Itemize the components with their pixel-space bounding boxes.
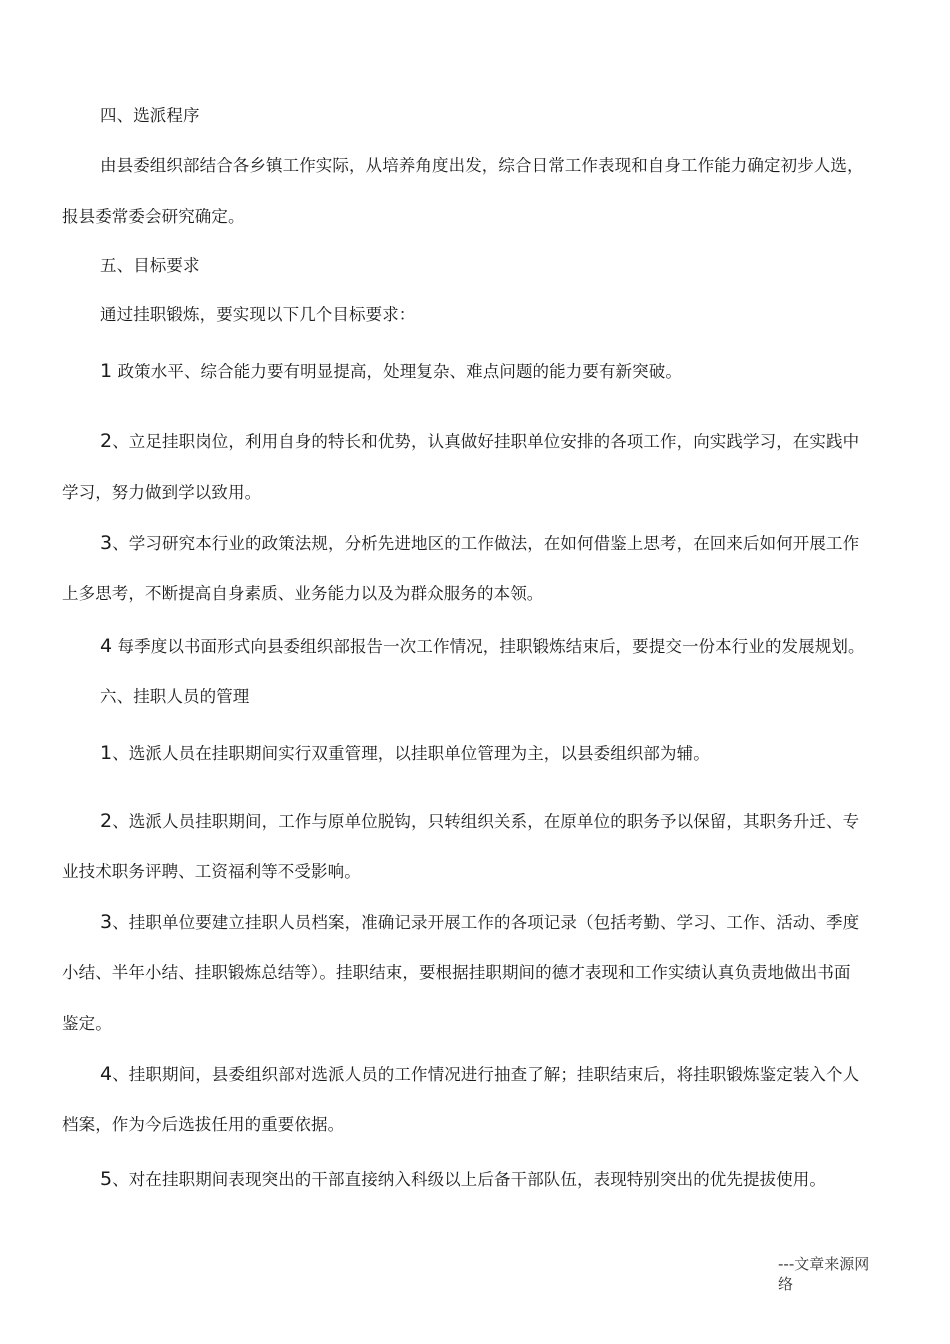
list-item-text: 、挂职单位要建立挂职人员档案，准确记录开展工作的各项记录（包括考勤、学习、工作、活动、季度 [112,913,860,932]
list-item-text: 、对在挂职期间表现突出的干部直接纳入科级以上后备干部队伍，表现特别突出的优先提拔使用。 [112,1170,827,1189]
list-item [100,742,892,765]
list-item-number: 1 [100,360,113,382]
paragraph-line: 鉴定。 [62,1014,112,1033]
list-item [100,911,892,934]
list-item-number: 4 [100,1063,113,1085]
list-item-text: 、选派人员在挂职期间实行双重管理，以挂职单位管理为主，以县委组织部为辅。 [112,744,710,763]
list-item-text: 、立足挂职岗位，利用自身的特长和优势，认真做好挂职单位安排的各项工作，向实践学习，在实践中 [112,432,860,451]
list-item [100,430,892,453]
paragraph-line: 学习，努力做到学以致用。 [62,483,262,502]
list-item [100,810,892,833]
list-item-text: 、学习研究本行业的政策法规，分析先进地区的工作做法，在如何借鉴上思考，在回来后如何开展工作 [112,534,860,553]
list-item [100,1168,892,1191]
source-footnote [778,1254,888,1294]
list-item-text: 政策水平、综合能力要有明显提高，处理复杂、难点问题的能力要有新突破。 [112,362,682,381]
list-item-number: 5 [100,1168,113,1190]
list-item-number: 4 [100,635,113,657]
list-item-number: 3 [100,532,113,554]
paragraph-line: 通过挂职锻炼，要实现以下几个目标要求： [100,305,416,324]
paragraph-line: 小结、半年小结、挂职锻炼总结等）。挂职结束，要根据挂职期间的德才表现和工作实绩认真负责地做出书面 [62,963,851,982]
list-item [100,360,892,383]
paragraph-line: 档案，作为今后选拔任用的重要依据。 [62,1115,345,1134]
list-item-number: 2 [100,810,113,832]
section-heading-4: 四、选派程序 [100,106,200,125]
list-item [100,635,892,658]
paragraph-line: 业技术职务评聘、工资福利等不受影响。 [62,862,361,881]
list-item-text: 每季度以书面形式向县委组织部报告一次工作情况，挂职锻炼结束后，要提交一份本行业的发展规划。 [112,637,865,656]
paragraph-line: 报县委常委会研究确定。 [62,207,245,226]
list-item-number: 1 [100,742,113,764]
section-heading-6: 六、挂职人员的管理 [100,687,250,706]
list-item-number: 3 [100,911,113,933]
paragraph-line: 由县委组织部结合各乡镇工作实际，从培养角度出发，综合日常工作表现和自身工作能力确定初步人选， [100,156,864,175]
paragraph-line: 上多思考，不断提高自身素质、业务能力以及为群众服务的本领。 [62,584,544,603]
list-item [100,1063,892,1086]
section-heading-5: 五、目标要求 [100,256,200,275]
footnote-line: 络 [778,1275,794,1293]
list-item-text: 、选派人员挂职期间，工作与原单位脱钩，只转组织关系，在原单位的职务予以保留，其职务升迁、专 [112,812,860,831]
footnote-line: ---文章来源网 [778,1255,870,1273]
list-item-number: 2 [100,430,113,452]
list-item-text: 、挂职期间，县委组织部对选派人员的工作情况进行抽查了解；挂职结束后，将挂职锻炼鉴定装入个人 [112,1065,860,1084]
list-item [100,532,892,555]
